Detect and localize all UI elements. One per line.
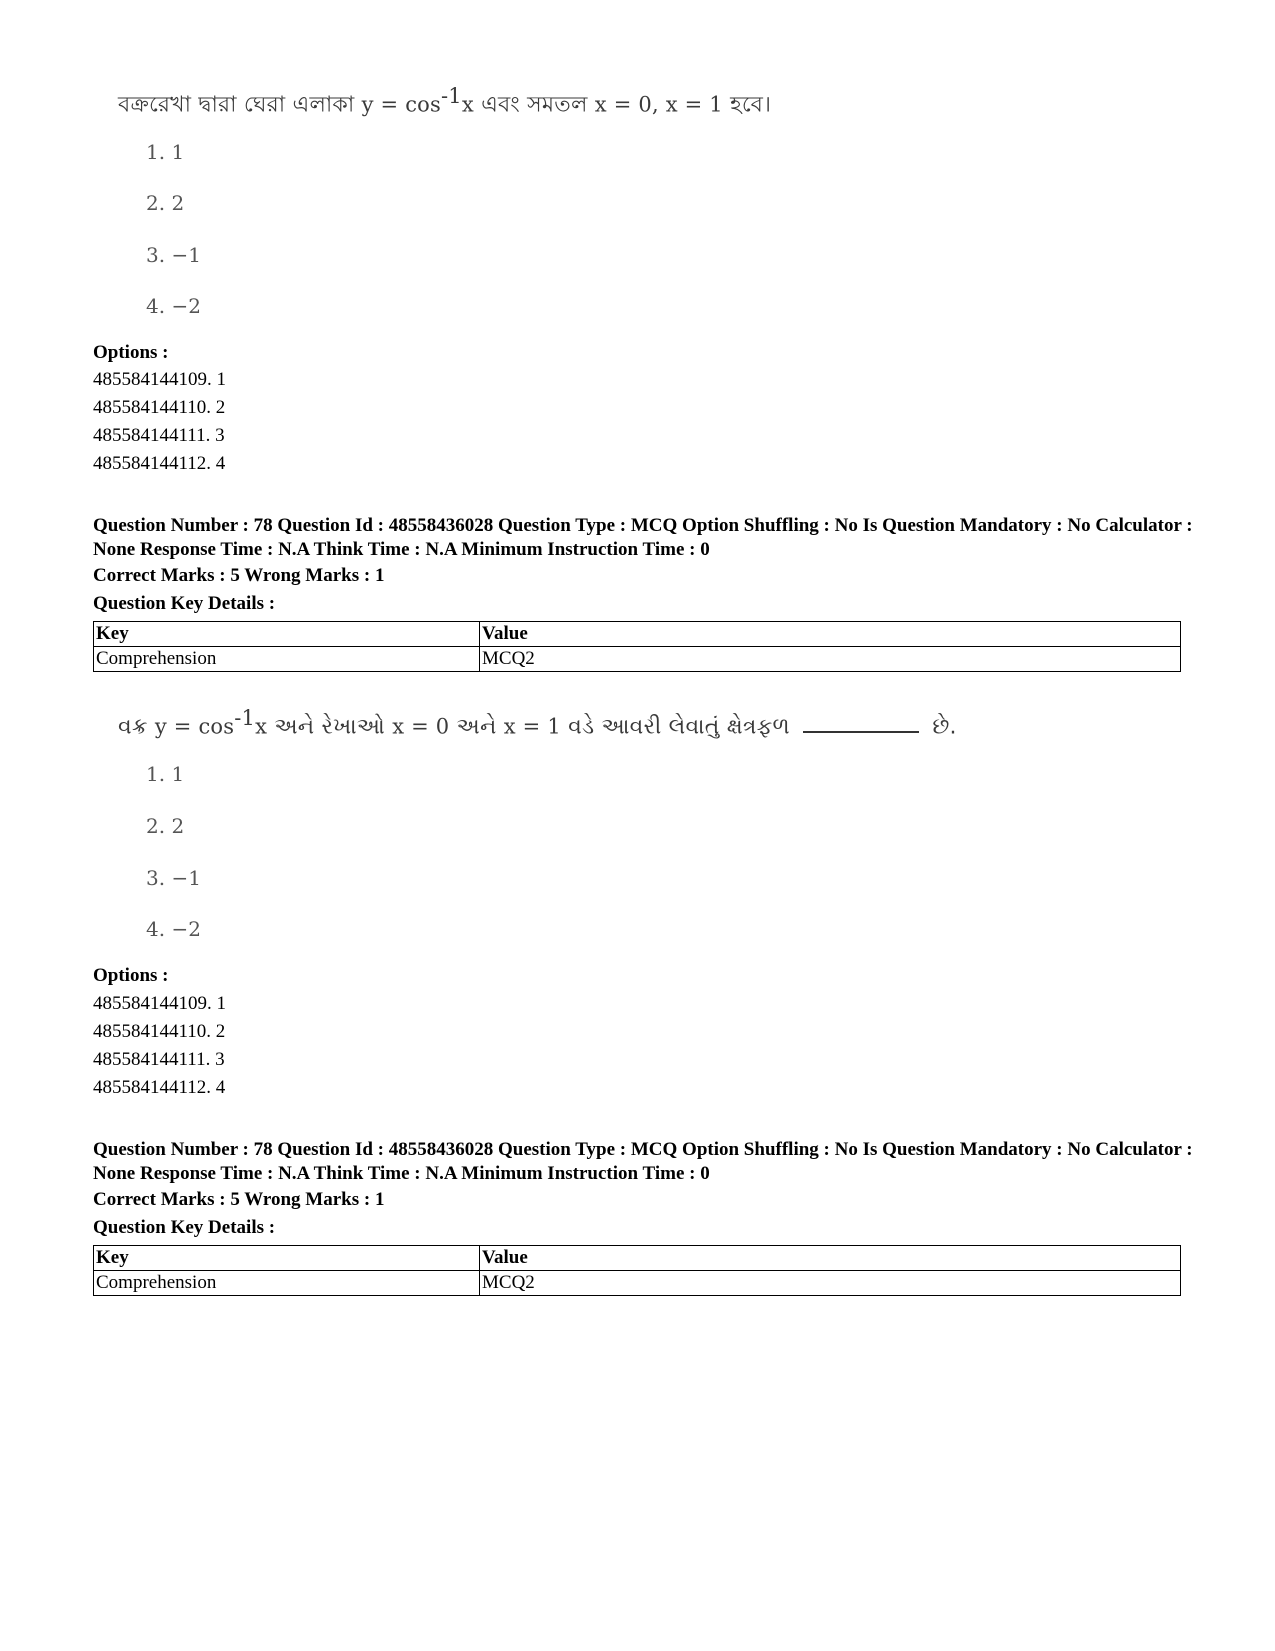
marks-line: Correct Marks : 5 Wrong Marks : 1: [93, 565, 385, 586]
question-meta: Question Number : 78 Question Id : 48558436028 Question Type : MCQ Option Shuffling : No Is Question Mandatory : No Calculator : None Response Time : N.A Think Time : N.A Minimum Instruction Time : 0: [93, 1139, 1193, 1184]
question-text-bengali: [118, 84, 771, 124]
image-option: 3. −1: [146, 243, 201, 267]
math-superscript: -1: [234, 706, 256, 730]
table-header-row: [94, 622, 1181, 647]
math-expression: y = cos: [361, 92, 441, 117]
option-item: 485584144110. 2: [93, 397, 226, 418]
image-option: 1. 1: [146, 140, 185, 164]
key-details-table: [93, 621, 1181, 672]
table-cell-value: MCQ2: [480, 647, 1181, 672]
table-header-key: Key: [94, 1246, 480, 1271]
key-details-table: [93, 1245, 1181, 1296]
question-text-gujarati: [118, 706, 957, 739]
image-option: 2. 2: [146, 191, 185, 215]
question-text-part: છે.: [932, 714, 957, 740]
table-header-key: Key: [94, 622, 480, 647]
math-variable: x: [461, 92, 474, 117]
image-option: 2. 2: [146, 814, 185, 838]
option-item: 485584144111. 3: [93, 1049, 225, 1070]
question-text-part: বক্ররেখা দ্বারা ঘেরা এলাকা: [118, 92, 362, 118]
question-text-part: અને: [456, 714, 504, 740]
table-header-value: Value: [480, 1246, 1181, 1271]
options-list: [93, 366, 226, 478]
answer-blank: [803, 717, 919, 733]
math-expression: x = 1: [503, 714, 561, 739]
table-header-row: [94, 1246, 1181, 1271]
table-cell-key: Comprehension: [94, 647, 480, 672]
key-details-label: Question Key Details :: [93, 593, 276, 614]
option-item: 485584144111. 3: [93, 425, 225, 446]
table-cell-key: Comprehension: [94, 1271, 480, 1296]
option-item: 485584144112. 4: [93, 1077, 226, 1098]
question-image-gujarati: [118, 706, 957, 941]
question-text-part: વક્ર: [118, 714, 155, 740]
question-text-part: અને રેખાઓ: [274, 714, 393, 740]
option-item: 485584144112. 4: [93, 453, 226, 474]
question-text-part: વડે આવરી લેવાતું ક્ષેત્રફળ: [568, 714, 790, 740]
question-text-part: হবে।: [730, 92, 772, 118]
math-superscript: -1: [441, 84, 462, 108]
image-option: 3. −1: [146, 866, 201, 890]
option-item: 485584144110. 2: [93, 1021, 226, 1042]
math-expression: y = cos: [154, 714, 235, 739]
table-row: [94, 647, 1181, 672]
math-expression: x = 0: [392, 714, 450, 739]
key-details-label: Question Key Details :: [93, 1217, 276, 1238]
math-expression: x = 0, x = 1: [594, 92, 723, 117]
question-meta: Question Number : 78 Question Id : 48558436028 Question Type : MCQ Option Shuffling : No Is Question Mandatory : No Calculator : None Response Time : N.A Think Time : N.A Minimum Instruction Time : 0: [93, 515, 1193, 560]
image-option: 4. −2: [146, 917, 201, 941]
marks-line: Correct Marks : 5 Wrong Marks : 1: [93, 1189, 385, 1210]
question-image-bengali: [118, 84, 772, 318]
option-item: 485584144109. 1: [93, 993, 226, 1014]
table-cell-value: MCQ2: [480, 1271, 1181, 1296]
image-option: 4. −2: [146, 294, 201, 318]
question-text-part: এবং সমতল: [481, 92, 595, 118]
options-label: Options :: [93, 965, 169, 986]
table-row: [94, 1271, 1181, 1296]
math-variable: x: [255, 714, 268, 739]
option-item: 485584144109. 1: [93, 369, 226, 390]
table-header-value: Value: [480, 622, 1181, 647]
image-option: 1. 1: [146, 762, 185, 786]
options-label: Options :: [93, 342, 169, 363]
options-list: [93, 990, 226, 1102]
